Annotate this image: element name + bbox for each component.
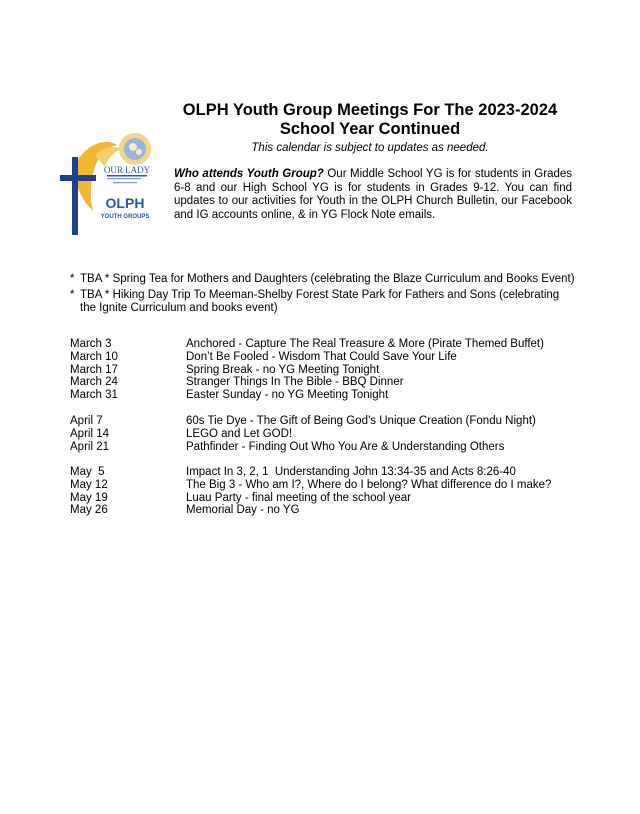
schedule-event: Pathfinder - Finding Out Who You Are & Understanding Others bbox=[186, 440, 505, 453]
schedule-april bbox=[70, 415, 590, 453]
schedule-date: May 26 bbox=[70, 504, 108, 517]
schedule-event: Impact In 3, 2, 1 Understanding John 13:34-35 and Acts 8:26-40 bbox=[186, 466, 516, 478]
tba-item bbox=[70, 273, 575, 286]
schedule-event: Don’t Be Fooled - Wisdom That Could Save Your Life bbox=[186, 350, 457, 363]
schedule-row bbox=[70, 479, 590, 492]
logo-our-lady: OUR LADY bbox=[103, 165, 151, 175]
olph-logo bbox=[55, 125, 165, 237]
schedule-row bbox=[70, 338, 590, 351]
bullet-star: * bbox=[70, 289, 75, 301]
schedule-date: March 10 bbox=[70, 350, 118, 363]
schedule-date: April 7 bbox=[70, 415, 103, 427]
tba-text: TBA * Hiking Day Trip To Meeman-Shelby Forest State Park for Fathers and Sons (celebrating the Ignite Curriculum and books event) bbox=[80, 289, 560, 314]
tba-text: TBA * Spring Tea for Mothers and Daughters (celebrating the Blaze Curriculum and Books Event) bbox=[80, 273, 575, 285]
intro-body: Our Middle School YG is for students in Grades 6-8 and our High School YG is for students in Grades 9-12. You can find updates to our activities for Youth in the OLPH Church Bulletin, our Facebook and IG accounts online, & in YG Flock Note emails. bbox=[174, 168, 573, 221]
schedule-row bbox=[70, 428, 590, 441]
schedule-row bbox=[70, 351, 590, 364]
schedule-may bbox=[70, 466, 590, 517]
schedule-event: Anchored - Capture The Real Treasure & More (Pirate Themed Buffet) bbox=[186, 338, 544, 350]
bullet-star: * bbox=[70, 273, 75, 285]
schedule-date: April 21 bbox=[70, 440, 109, 453]
logo-graphic bbox=[55, 125, 165, 237]
schedule-date: March 17 bbox=[70, 363, 118, 376]
intro-question: Who attends Youth Group? bbox=[174, 168, 324, 180]
schedule-date: May 19 bbox=[70, 491, 108, 504]
schedule-event: 60s Tie Dye - The Gift of Being God’s Unique Creation (Fondu Night) bbox=[186, 415, 536, 427]
page-subtitle: This calendar is subject to updates as needed. bbox=[251, 142, 489, 154]
title-line-2: School Year Continued bbox=[279, 120, 461, 138]
schedule-row bbox=[70, 492, 590, 505]
schedule-event: The Big 3 - Who am I?, Where do I belong? What difference do I make? bbox=[186, 478, 552, 491]
title-line-1: OLPH Youth Group Meetings For The 2023-2024 bbox=[182, 101, 558, 119]
schedule-row bbox=[70, 389, 590, 402]
intro-paragraph bbox=[174, 168, 572, 222]
schedule-date: April 14 bbox=[70, 427, 109, 440]
schedule-row bbox=[70, 441, 590, 454]
schedule-event: Spring Break - no YG Meeting Tonight bbox=[186, 363, 380, 376]
schedule-event: Stranger Things In The Bible - BBQ Dinner bbox=[186, 376, 404, 389]
page-title bbox=[170, 101, 570, 139]
schedule-row bbox=[70, 415, 590, 428]
schedule-row bbox=[70, 504, 590, 517]
schedule-date: March 3 bbox=[70, 338, 112, 350]
schedule-event: LEGO and Let GOD! bbox=[186, 427, 293, 440]
tba-list bbox=[70, 273, 575, 318]
schedule-row bbox=[70, 466, 590, 479]
tba-item bbox=[70, 289, 575, 315]
logo-youth-groups: YOUTH GROUPS bbox=[100, 214, 150, 220]
schedule-date: March 31 bbox=[70, 389, 118, 402]
schedule-date: May 5 bbox=[70, 466, 105, 478]
schedule-date: May 12 bbox=[70, 478, 108, 491]
schedule-event: Easter Sunday - no YG Meeting Tonight bbox=[186, 389, 389, 402]
schedule-event: Memorial Day - no YG bbox=[186, 504, 300, 517]
schedule-row bbox=[70, 376, 590, 389]
schedule-date: March 24 bbox=[70, 376, 118, 389]
schedule-event: Luau Party - final meeting of the school year bbox=[186, 491, 412, 504]
logo-olph: OLPH bbox=[105, 195, 145, 211]
schedule-march bbox=[70, 338, 590, 402]
schedule-row bbox=[70, 364, 590, 377]
